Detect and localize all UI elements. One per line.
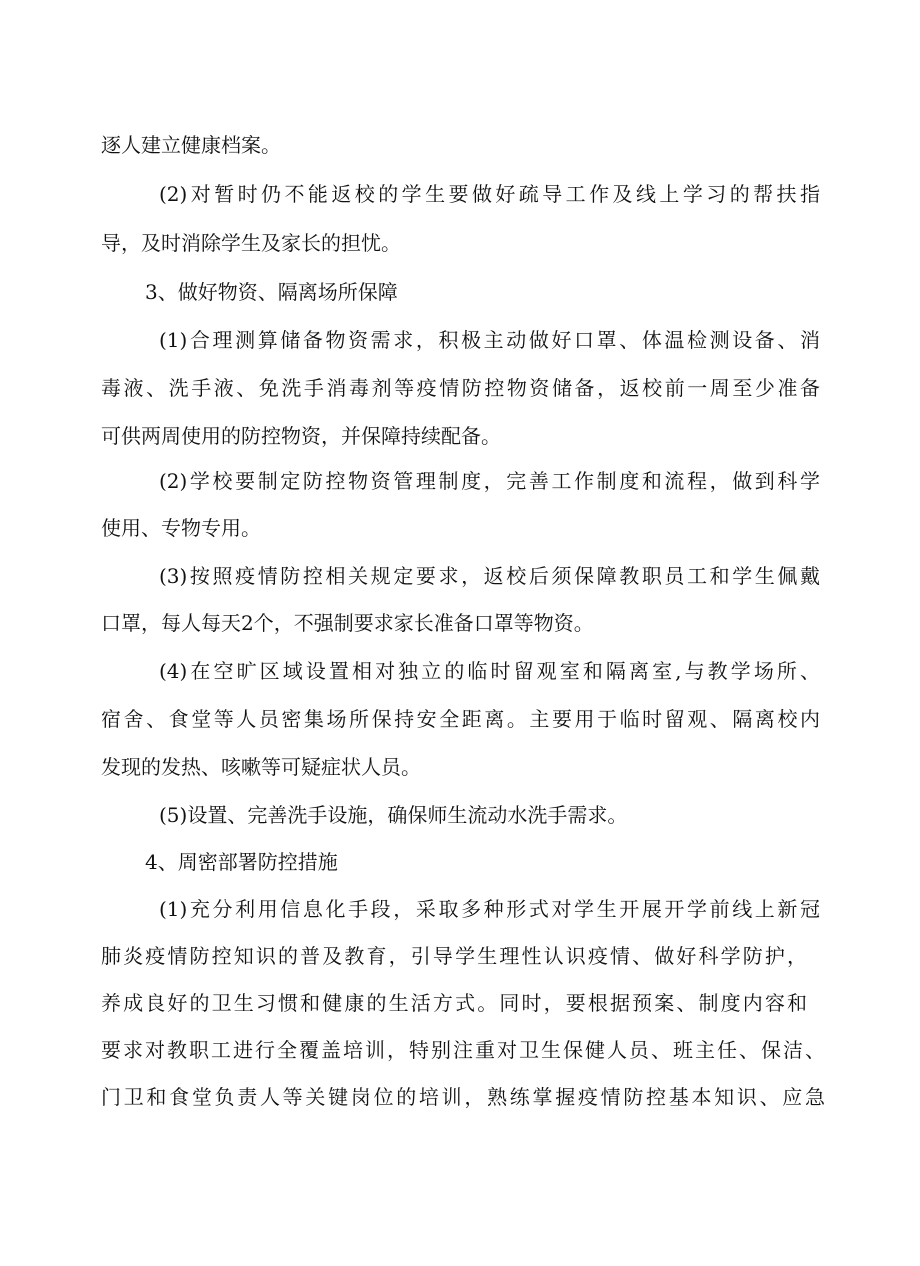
- text-line: (1)合理测算储备物资需求，积极主动做好口罩、体温检测设备、消: [159, 328, 820, 352]
- text-line: 逐人建立健康档案。: [101, 133, 281, 157]
- text-line: (2)学校要制定防控物资管理制度，完善工作制度和流程，做到科学: [159, 469, 820, 493]
- text-line: (4)在空旷区域设置相对独立的临时留观室和隔离室,与教学场所、: [159, 659, 820, 683]
- text-line: 要求对教职工进行全覆盖培训，特别注重对卫生保健人员、班主任、保洁、: [101, 1038, 825, 1062]
- section-heading: 4、周密部署防控措施: [145, 850, 338, 874]
- text-line: (3)按照疫情防控相关规定要求，返校后须保障教职员工和学生佩戴: [159, 564, 820, 588]
- text-line: (1)充分利用信息化手段，采取多种形式对学生开展开学前线上新冠: [159, 897, 820, 921]
- text-line: 肺炎疫情防控知识的普及教育，引导学生理性认识疫情、做好科学防护，: [101, 944, 807, 968]
- text-line: 毒液、洗手液、免洗手消毒剂等疫情防控物资储备，返校前一周至少准备: [101, 376, 820, 400]
- text-line: 发现的发热、咳嗽等可疑症状人员。: [101, 755, 421, 779]
- text-line: 门卫和食堂负责人等关键岗位的培训，熟练掌握疫情防控基本知识、应急: [101, 1085, 825, 1109]
- text-line: 导，及时消除学生及家长的担忧。: [101, 231, 401, 255]
- text-line: (5)设置、完善洗手设施，确保师生流动水洗手需求。: [159, 803, 628, 827]
- text-line: 宿舍、食堂等人员密集场所保持安全距离。主要用于临时留观、隔离校内: [101, 707, 820, 731]
- text-line: 养成良好的卫生习惯和健康的生活方式。同时，要根据预案、制度内容和: [101, 991, 807, 1015]
- text-line: 使用、专物专用。: [101, 516, 261, 540]
- section-heading: 3、做好物资、隔离场所保障: [145, 280, 398, 304]
- text-line: 可供两周使用的防控物资，并保障持续配备。: [101, 424, 501, 448]
- text-line: 口罩，每人每天2个，不强制要求家长准备口罩等物资。: [101, 611, 594, 635]
- text-line: (2)对暂时仍不能返校的学生要做好疏导工作及线上学习的帮扶指: [159, 182, 820, 206]
